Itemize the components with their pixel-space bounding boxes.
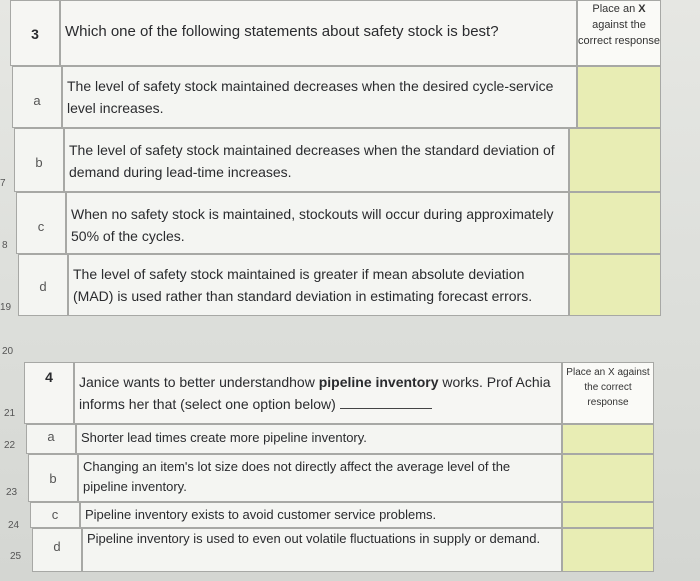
option-text: Pipeline inventory exists to avoid customer service problems. xyxy=(80,502,562,528)
question-text-bold: pipeline inventory xyxy=(318,374,439,390)
answer-cell[interactable] xyxy=(577,66,661,128)
option-text: The level of safety stock maintained is greater if mean absolute deviation (MAD) is used rather than standard deviation in estimating forecast errors. xyxy=(68,254,569,316)
option-text: When no safety stock is maintained, stockouts will occur during approximately 50% of the cycles. xyxy=(66,192,569,254)
answer-blank xyxy=(340,396,432,409)
question-number: 4 xyxy=(24,362,74,424)
option-letter: b xyxy=(28,454,78,502)
option-letter: d xyxy=(18,254,68,316)
row-number: 21 xyxy=(4,408,16,419)
question-text: Which one of the following statements about safety stock is best? xyxy=(60,0,577,66)
option-letter: a xyxy=(26,424,76,454)
question-text xyxy=(74,362,562,424)
question-text-pre: Janice wants to better understandhow xyxy=(79,374,319,390)
answer-cell[interactable] xyxy=(562,528,654,572)
option-letter: d xyxy=(32,528,82,572)
option-text: Changing an item's lot size does not directly affect the average level of the pipeline inventory. xyxy=(78,454,562,502)
answer-cell[interactable] xyxy=(569,192,661,254)
answer-cell[interactable] xyxy=(562,454,654,502)
row-number: 25 xyxy=(10,551,22,562)
option-letter: c xyxy=(16,192,66,254)
answer-cell[interactable] xyxy=(569,128,661,192)
option-text: The level of safety stock maintained decreases when the standard deviation of demand during lead-time increases. xyxy=(64,128,569,192)
option-text: Pipeline inventory is used to even out volatile fluctuations in supply or demand. xyxy=(82,528,562,572)
row-number: 24 xyxy=(8,520,20,531)
option-letter: a xyxy=(12,66,62,128)
answer-header: Place an X against the correct response xyxy=(577,0,661,66)
row-number: 22 xyxy=(4,440,16,451)
row-number: 7 xyxy=(0,178,6,189)
option-text: Shorter lead times create more pipeline inventory. xyxy=(76,424,562,454)
answer-header: Place an X against the correct response xyxy=(562,362,654,424)
question-number: 3 xyxy=(10,0,60,66)
row-number: 20 xyxy=(2,346,14,357)
answer-cell[interactable] xyxy=(569,254,661,316)
question-text-post: works. Prof Achia informs her that (select one option below) xyxy=(79,374,551,412)
option-letter: b xyxy=(14,128,64,192)
answer-cell[interactable] xyxy=(562,424,654,454)
row-number: 23 xyxy=(6,487,18,498)
row-number: 19 xyxy=(0,302,12,313)
option-letter: c xyxy=(30,502,80,528)
x-mark-label: X xyxy=(638,3,646,15)
answer-cell[interactable] xyxy=(562,502,654,528)
row-number: 8 xyxy=(2,240,8,251)
option-text: The level of safety stock maintained decreases when the desired cycle-service level increases. xyxy=(62,66,577,128)
